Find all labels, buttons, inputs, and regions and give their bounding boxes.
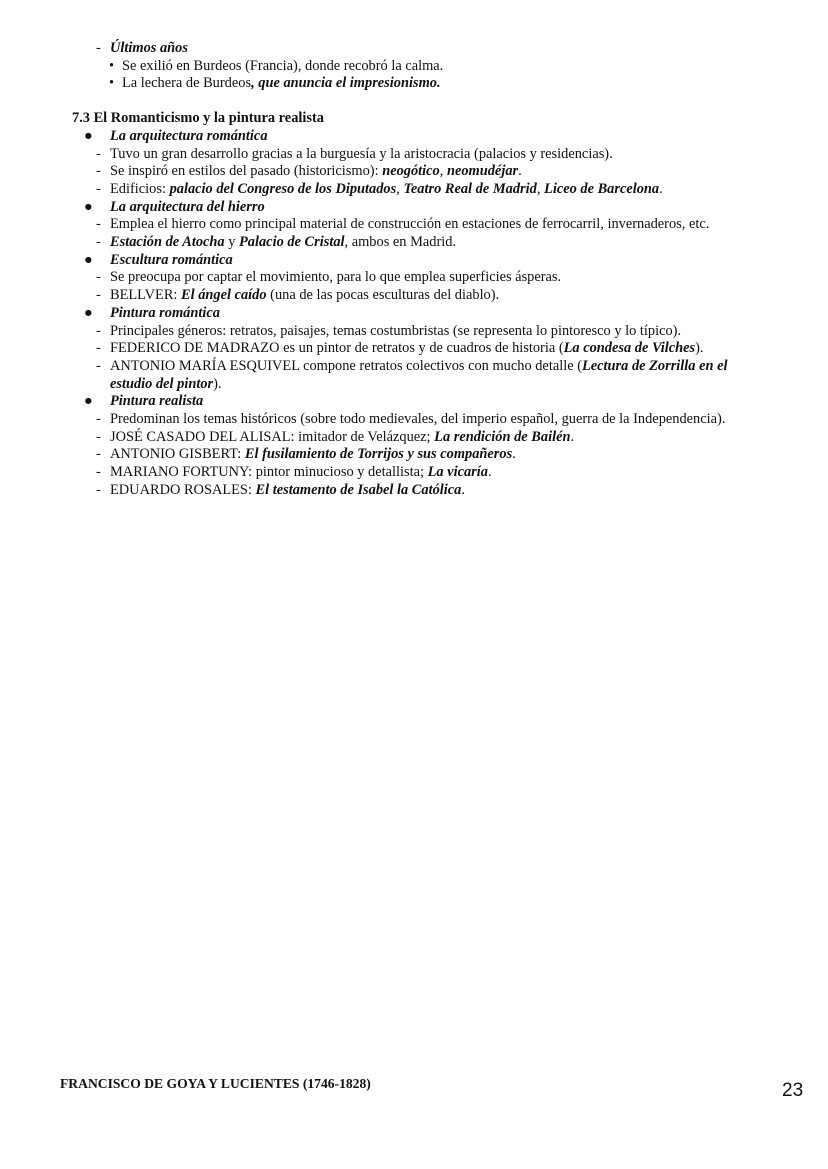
line-text — [122, 75, 441, 93]
line-text — [110, 411, 725, 429]
list-marker: - — [96, 428, 101, 445]
list-marker: ● — [84, 393, 93, 410]
plain-text: . — [570, 428, 575, 445]
line-text — [110, 446, 516, 464]
line-text — [110, 358, 727, 376]
list-marker: ● — [84, 251, 93, 268]
list-marker: - — [96, 322, 101, 339]
list-marker: ● — [84, 198, 93, 215]
plain-text: Predominan los temas históricos (sobre todo medievales, del imperio español, guerra de la Independencia). — [110, 411, 726, 427]
emphasis-text: El testamento de Isabel la Católica — [255, 481, 462, 498]
plain-text: y — [224, 234, 239, 250]
line-text: La arquitectura romántica — [110, 127, 268, 144]
list-marker: - — [96, 287, 101, 304]
line-text — [110, 429, 574, 447]
plain-text: Principales géneros: retratos, paisajes, temas costumbristas (se representa lo pintoresco y lo típico). — [110, 322, 682, 339]
plain-text: Se exilió en Burdeos (Francia), donde recobró la calma. — [122, 57, 444, 74]
plain-text: FEDERICO DE MADRAZO es un pintor de retratos y de cuadros de historia ( — [110, 340, 564, 357]
plain-text: BELLVER: — [110, 287, 182, 304]
plain-text: . — [512, 446, 516, 463]
plain-text: Se inspiró en estilos del pasado (historicismo): — [110, 163, 383, 180]
emphasis-text: neogótico — [382, 163, 440, 180]
list-marker: - — [96, 180, 101, 197]
list-marker: ● — [84, 304, 93, 321]
list-marker: - — [96, 411, 101, 427]
plain-text: . — [461, 481, 465, 498]
line-text — [122, 58, 443, 76]
emphasis-text: palacio del Congreso de los Diputados — [169, 180, 397, 197]
emphasis-text: La rendición de Bailén — [434, 428, 571, 445]
list-marker: • — [109, 75, 115, 92]
plain-text: , — [396, 180, 404, 197]
emphasis-text: La vicaría — [427, 464, 488, 481]
plain-text: ). — [695, 340, 704, 357]
line-text — [110, 464, 492, 482]
line-text — [110, 163, 522, 181]
plain-text: . — [659, 180, 663, 197]
list-marker: - — [96, 269, 101, 286]
emphasis-text: Estación de Atocha — [110, 234, 225, 250]
line-text — [110, 287, 499, 305]
plain-text: Emplea el hierro como principal material de construcción en estaciones de ferrocarril, invernaderos, etc. — [110, 216, 710, 233]
emphasis-text: Lectura de Zorrilla en el — [581, 357, 728, 374]
emphasis-text: , que anuncia el impresionismo. — [251, 75, 441, 92]
footer-title: FRANCISCO DE GOYA Y LUCIENTES (1746-1828) — [60, 1076, 371, 1091]
plain-text: Edificios: — [110, 180, 170, 197]
plain-text: JOSÉ CASADO DEL ALISAL: imitador de Velázquez; — [110, 428, 435, 445]
emphasis-text: Teatro Real de Madrid — [403, 180, 537, 197]
plain-text: MARIANO FORTUNY: pintor minucioso y detallista; — [110, 464, 428, 481]
plain-text: Tuvo un gran desarrollo gracias a la burguesía y la aristocracia (palacios y residencias). — [110, 145, 613, 162]
line-text — [110, 376, 222, 394]
list-marker: ● — [84, 127, 93, 144]
list-marker: - — [96, 481, 101, 498]
plain-text: . — [518, 163, 522, 180]
emphasis-text: Palacio de Cristal — [239, 234, 345, 250]
plain-text: , — [536, 180, 545, 197]
line-text: Últimos años — [110, 40, 188, 56]
list-marker: - — [96, 340, 101, 357]
section-title: 7.3 El Romanticismo y la pintura realista — [72, 110, 324, 127]
list-marker: - — [96, 464, 101, 481]
emphasis-text: El fusilamiento de Torrijos y sus compañeros — [244, 446, 513, 463]
list-marker: - — [96, 145, 101, 162]
line-text — [110, 323, 681, 341]
emphasis-text: Liceo de Barcelona — [544, 180, 660, 197]
emphasis-text: estudio del pintor — [110, 375, 214, 392]
line-text — [110, 181, 663, 199]
line-text: Pintura realista — [110, 393, 204, 410]
page-number: 23 — [782, 1080, 804, 1101]
line-text — [110, 269, 561, 287]
list-marker: - — [96, 357, 101, 374]
plain-text: EDUARDO ROSALES: — [110, 481, 256, 498]
plain-text: , — [439, 163, 447, 180]
plain-text: , ambos en Madrid. — [344, 234, 457, 250]
line-text: La arquitectura del hierro — [110, 198, 265, 215]
plain-text: . — [487, 464, 492, 481]
line-text — [110, 340, 704, 358]
emphasis-text: La condesa de Vilches — [563, 340, 696, 357]
list-marker: - — [96, 40, 101, 56]
list-marker: - — [96, 234, 101, 250]
list-marker: • — [109, 57, 115, 74]
plain-text: Se preocupa por captar el movimiento, para lo que emplea superficies ásperas. — [110, 269, 562, 286]
list-marker: - — [96, 216, 101, 233]
line-text — [110, 216, 709, 234]
plain-text: ). — [213, 375, 222, 392]
line-text — [110, 234, 456, 252]
list-marker: - — [96, 163, 101, 180]
emphasis-text: El ángel caído — [181, 287, 267, 304]
plain-text: (una de las pocas esculturas del diablo). — [266, 287, 500, 304]
plain-text: ANTONIO GISBERT: — [110, 446, 245, 463]
line-text — [110, 482, 465, 500]
list-marker: - — [96, 446, 101, 463]
plain-text: La lechera de Burdeos — [122, 75, 252, 92]
emphasis-text: neomudéjar — [446, 163, 519, 180]
line-text: Escultura romántica — [110, 251, 233, 268]
line-text: Pintura romántica — [110, 304, 220, 321]
plain-text: ANTONIO MARÍA ESQUIVEL compone retratos colectivos con mucho detalle ( — [110, 357, 582, 374]
line-text — [110, 146, 613, 164]
